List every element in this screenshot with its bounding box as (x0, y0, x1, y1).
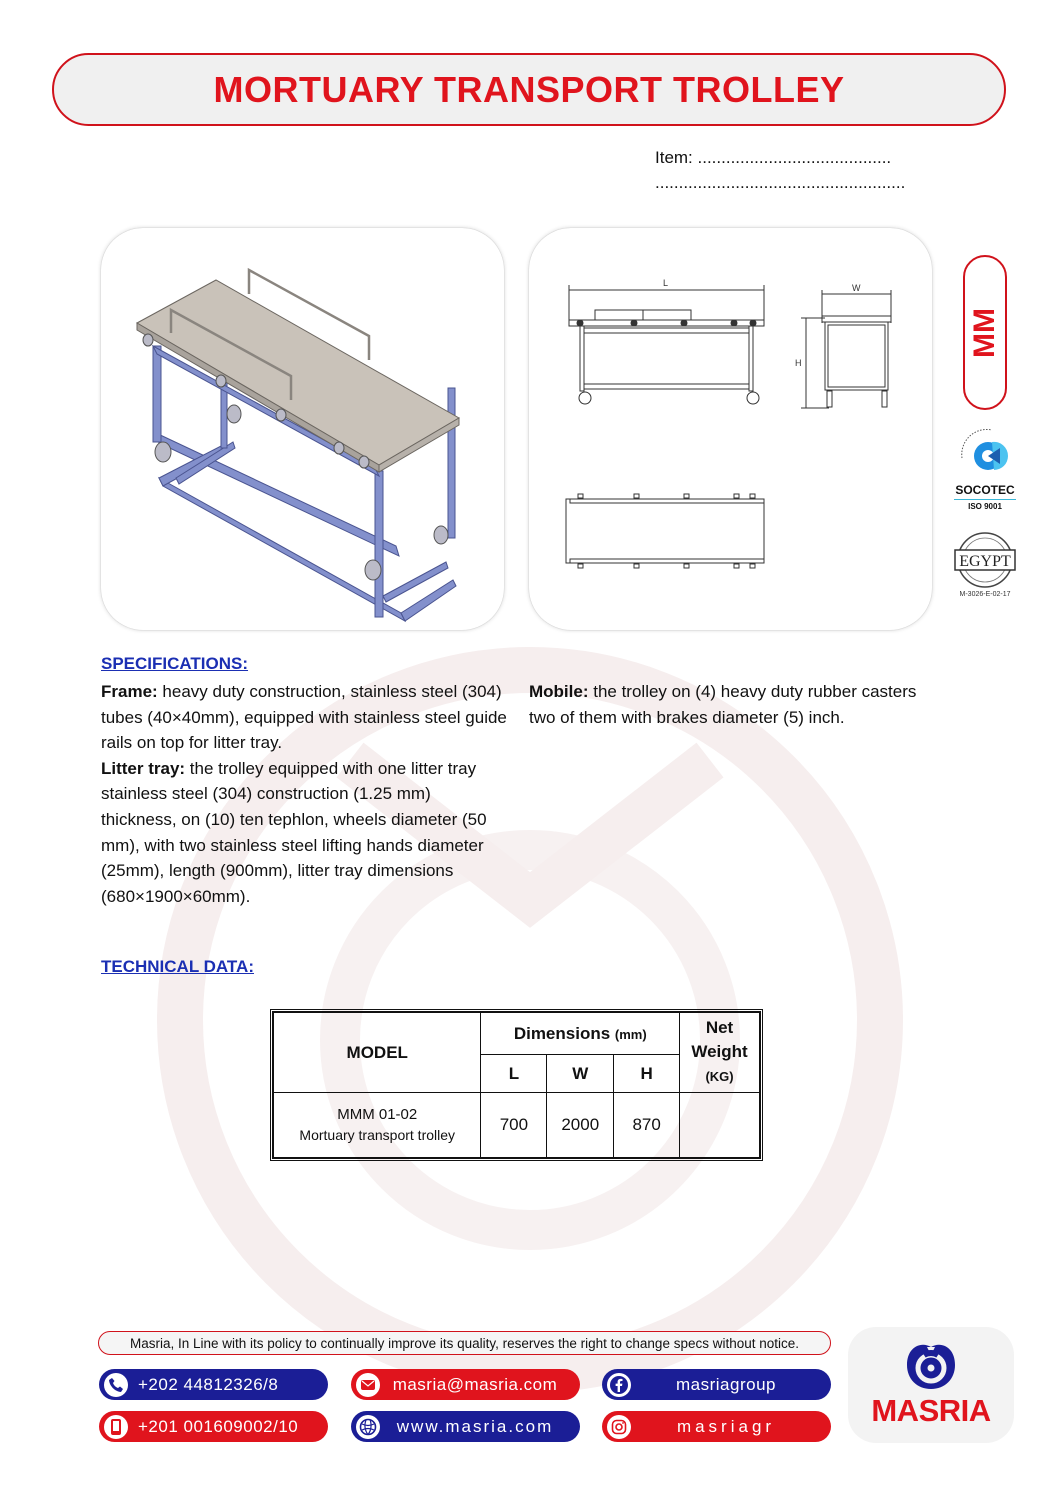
instagram-icon (607, 1415, 631, 1439)
technical-data-table (270, 1009, 763, 1161)
dimension-label-w: W (852, 283, 861, 293)
facebook-link[interactable] (602, 1369, 831, 1400)
technical-drawing (529, 228, 932, 630)
dimension-label-h: H (795, 358, 802, 368)
item-field: Item: ......................................... (655, 148, 892, 167)
frame-label: Frame: (101, 682, 158, 701)
masria-wordmark: MASRIA (871, 1393, 991, 1428)
website-link[interactable] (351, 1411, 580, 1442)
cell-model: MMM 01-02 Mortuary transport trolley (274, 1093, 481, 1158)
litter-tray-label: Litter tray: (101, 758, 186, 778)
phone-contact[interactable] (99, 1369, 328, 1400)
category-badge (963, 255, 1007, 410)
category-code: MM (968, 307, 1002, 358)
phone-icon (104, 1373, 128, 1397)
phone-number: +202 44812326/8 (138, 1374, 279, 1394)
globe-icon (356, 1415, 380, 1439)
socotec-logo-icon (952, 422, 1018, 478)
website-url: www.masria.com (396, 1416, 554, 1436)
egypt-seal-icon (947, 528, 1023, 600)
cell-h: 870 (614, 1093, 680, 1158)
instagram-handle: masriagr (676, 1416, 776, 1436)
mobile-spec-text (529, 679, 929, 730)
iso-standard: ISO 9001 (968, 502, 1002, 511)
policy-notice: Masria, In Line with its policy to continually improve its quality, reserves the right to change specs without notice. (98, 1331, 831, 1355)
socotec-certification (946, 422, 1024, 514)
litter-tray-description: the trolley equipped with one litter tray stainless steel (304) construction (1.25 mm) thickness, on (10) ten tephlon, wheels diameter (50 mm), with two stainless steel lifting hands diameter (25mm), length (900mm), litter tray dimensions (680×1900×60mm). (101, 758, 487, 906)
header-w: W (547, 1055, 614, 1093)
egypt-text: EGYPT (959, 553, 1011, 570)
specifications-heading: SPECIFICATIONS: (101, 654, 249, 673)
socotec-name: SOCOTEC (955, 483, 1015, 497)
email-contact[interactable] (351, 1369, 580, 1400)
cell-l: 700 (481, 1093, 547, 1158)
specifications-text (101, 679, 511, 909)
header-model: MODEL (274, 1013, 481, 1093)
product-image-card (101, 228, 504, 630)
masria-emblem-icon (903, 1341, 959, 1391)
mobile-phone-icon (104, 1415, 128, 1439)
frame-description: heavy duty construction, stainless steel (304) tubes (40×40mm), equipped with stainless steel guide rails on top for litter tray. (101, 682, 507, 753)
email-icon (356, 1373, 380, 1397)
header-dimensions: Dimensions (mm) (481, 1013, 680, 1055)
made-in-egypt-badge (947, 528, 1023, 600)
header-net-weight: Net Weight (KG) (680, 1013, 760, 1093)
socotec-divider (954, 499, 1016, 500)
mobile-description: the trolley on (4) heavy duty rubber casters two of them with brakes diameter (5) inch. (529, 682, 917, 727)
mobile-contact[interactable] (99, 1411, 328, 1442)
facebook-handle: masriagroup (676, 1374, 776, 1394)
mobile-label: Mobile: (529, 682, 589, 701)
page-title: MORTUARY TRANSPORT TROLLEY (213, 68, 845, 110)
email-address: masria@masria.com (392, 1374, 558, 1394)
dimension-label-l: L (663, 278, 669, 288)
header-l: L (481, 1055, 547, 1093)
table-row (274, 1093, 760, 1158)
egypt-code: M-3026-E-02-17 (959, 591, 1011, 598)
item-field-line2: ..................................................... (655, 173, 906, 192)
instagram-link[interactable] (602, 1411, 831, 1442)
header-h: H (614, 1055, 680, 1093)
facebook-icon (607, 1373, 631, 1397)
technical-data-heading: TECHNICAL DATA: (101, 957, 254, 976)
title-banner (52, 53, 1006, 126)
masria-logo (848, 1327, 1014, 1443)
technical-drawing-card (529, 228, 932, 630)
mobile-number: +201 001609002/10 (138, 1416, 299, 1436)
cell-w: 2000 (547, 1093, 614, 1158)
trolley-render-image (101, 228, 504, 630)
cell-weight (680, 1093, 760, 1158)
